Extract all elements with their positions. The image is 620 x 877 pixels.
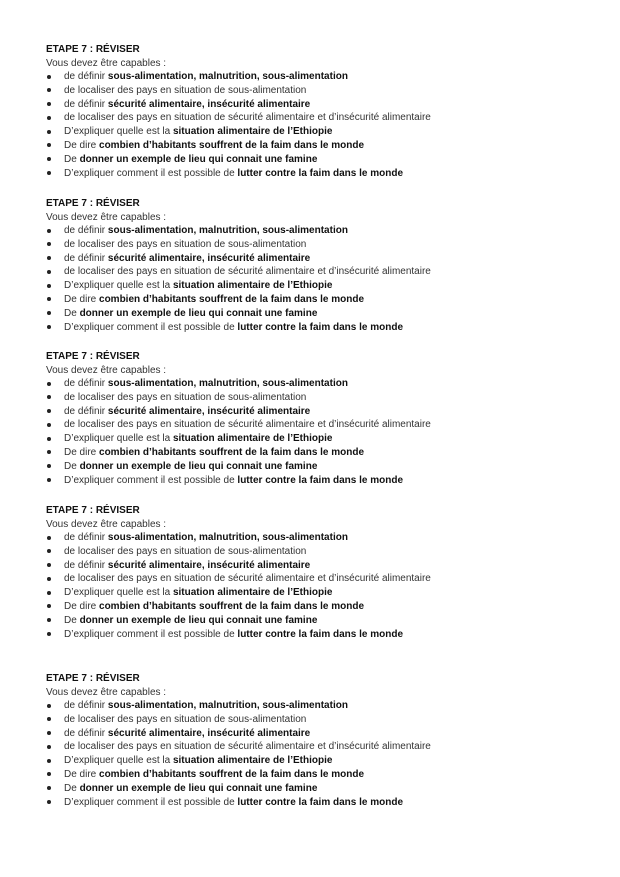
list-item — [46, 628, 606, 642]
bullet-icon — [47, 731, 51, 735]
block-intro: Vous devez être capables : — [46, 212, 167, 223]
item-keyword: combien d’habitants souffrent de la faim dans le monde — [99, 446, 365, 458]
list-item — [46, 321, 606, 335]
item-keyword: situation alimentaire de l’Ethiopie — [172, 280, 333, 292]
item-keyword: lutter contre la faim dans le monde — [237, 474, 404, 486]
item-keyword: situation alimentaire de l’Ethiopie — [172, 587, 333, 599]
item-text: de définir — [64, 700, 108, 711]
list-item — [46, 572, 606, 586]
item-text: De — [64, 614, 80, 626]
bullet-icon — [47, 549, 51, 553]
bullet-icon — [47, 604, 51, 608]
list-item — [46, 224, 606, 238]
bullet-icon — [47, 116, 51, 120]
bullet-icon — [47, 270, 51, 274]
item-text: de définir — [64, 225, 108, 236]
item-keyword: sous-alimentation, malnutrition, sous-alimentation — [107, 378, 348, 389]
bullet-icon — [47, 171, 51, 175]
revision-block — [46, 43, 606, 180]
item-text: de définir — [64, 71, 108, 82]
item-keyword: sécurité alimentaire, insécurité alimentaire — [107, 727, 311, 739]
item-text: D’expliquer comment il est possible de — [64, 796, 238, 808]
bullet-icon — [47, 618, 51, 622]
item-text: de localiser des pays en situation de sécurité alimentaire et d’insécurité alimentaire — [64, 573, 431, 585]
block-title: ETAPE 7 : RÉVISER — [46, 44, 140, 55]
list-item — [46, 614, 606, 628]
item-keyword: donner un exemple de lieu qui connait une famine — [79, 460, 318, 472]
item-text: de localiser des pays en situation de sous-alimentation — [64, 84, 307, 96]
item-text: de définir — [64, 405, 108, 417]
item-text: de localiser des pays en situation de sécurité alimentaire et d’insécurité alimentaire — [64, 266, 431, 278]
item-text: de localiser des pays en situation de sécurité alimentaire et d’insécurité alimentaire — [64, 419, 431, 431]
block-intro: Vous devez être capables : — [46, 687, 167, 698]
item-keyword: sécurité alimentaire, insécurité alimentaire — [107, 252, 311, 264]
bullet-icon — [47, 464, 51, 468]
item-text: De — [64, 782, 80, 794]
list-item — [46, 418, 606, 432]
item-keyword: sous-alimentation, malnutrition, sous-alimentation — [107, 700, 348, 711]
item-text: de définir — [64, 532, 108, 543]
item-text: de localiser des pays en situation de sous-alimentation — [64, 238, 307, 250]
item-keyword: combien d’habitants souffrent de la faim dans le monde — [99, 768, 365, 780]
block-title: ETAPE 7 : RÉVISER — [46, 673, 140, 684]
bullet-icon — [47, 130, 51, 134]
item-keyword: situation alimentaire de l’Ethiopie — [172, 126, 333, 138]
item-text: de définir — [64, 98, 108, 110]
item-keyword: combien d’habitants souffrent de la faim dans le monde — [99, 600, 365, 612]
item-keyword: donner un exemple de lieu qui connait une famine — [79, 307, 318, 319]
block-title: ETAPE 7 : RÉVISER — [46, 505, 140, 516]
item-text: de localiser des pays en situation de sécurité alimentaire et d’insécurité alimentaire — [64, 112, 431, 124]
bullet-icon — [47, 311, 51, 315]
list-item — [46, 84, 606, 98]
list-item — [46, 586, 606, 600]
block-title: ETAPE 7 : RÉVISER — [46, 351, 140, 362]
item-text: de définir — [64, 559, 108, 571]
bullet-icon — [47, 745, 51, 749]
list-item — [46, 153, 606, 167]
item-text: De — [64, 307, 80, 319]
list-item — [46, 377, 606, 391]
list-item — [46, 531, 606, 545]
bullet-icon — [47, 759, 51, 763]
list-item — [46, 167, 606, 181]
list-item — [46, 139, 606, 153]
bullet-icon — [47, 563, 51, 567]
list-item — [46, 768, 606, 782]
bullet-icon — [47, 717, 51, 721]
item-keyword: combien d’habitants souffrent de la faim dans le monde — [99, 139, 365, 151]
item-keyword: donner un exemple de lieu qui connait une famine — [79, 614, 318, 626]
item-text: D’expliquer comment il est possible de — [64, 628, 238, 640]
objectives-list — [46, 377, 606, 487]
list-item — [46, 252, 606, 266]
item-text: de localiser des pays en situation de sécurité alimentaire et d’insécurité alimentaire — [64, 741, 431, 753]
item-keyword: situation alimentaire de l’Ethiopie — [172, 755, 333, 767]
item-keyword: sous-alimentation, malnutrition, sous-alimentation — [107, 225, 348, 236]
item-keyword: sous-alimentation, malnutrition, sous-alimentation — [107, 71, 348, 82]
block-intro: Vous devez être capables : — [46, 365, 167, 376]
list-item — [46, 600, 606, 614]
item-text: De dire — [64, 139, 100, 151]
revision-block — [46, 197, 606, 334]
list-item — [46, 740, 606, 754]
block-title: ETAPE 7 : RÉVISER — [46, 198, 140, 209]
bullet-icon — [47, 229, 51, 233]
item-text: De — [64, 153, 80, 165]
list-item — [46, 713, 606, 727]
item-text: D’expliquer quelle est la — [64, 755, 173, 767]
bullet-icon — [47, 256, 51, 260]
item-keyword: sécurité alimentaire, insécurité alimentaire — [107, 405, 311, 417]
revision-block — [46, 350, 606, 487]
list-item — [46, 265, 606, 279]
bullet-icon — [47, 102, 51, 106]
bullet-icon — [47, 536, 51, 540]
bullet-icon — [47, 297, 51, 301]
bullet-icon — [47, 395, 51, 399]
item-keyword: situation alimentaire de l’Ethiopie — [172, 433, 333, 445]
revision-block — [46, 504, 606, 641]
list-item — [46, 307, 606, 321]
bullet-icon — [47, 423, 51, 427]
bullet-icon — [47, 242, 51, 246]
bullet-icon — [47, 437, 51, 441]
objectives-list — [46, 70, 606, 180]
item-text: D’expliquer quelle est la — [64, 126, 173, 138]
bullet-icon — [47, 478, 51, 482]
bullet-icon — [47, 704, 51, 708]
item-text: de localiser des pays en situation de sous-alimentation — [64, 713, 307, 725]
item-text: De dire — [64, 768, 100, 780]
objectives-list — [46, 531, 606, 641]
list-item — [46, 446, 606, 460]
revision-block — [46, 672, 606, 809]
bullet-icon — [47, 284, 51, 288]
bullet-icon — [47, 577, 51, 581]
list-item — [46, 70, 606, 84]
item-text: D’expliquer quelle est la — [64, 280, 173, 292]
objectives-list — [46, 699, 606, 809]
item-keyword: sous-alimentation, malnutrition, sous-alimentation — [107, 532, 348, 543]
bullet-icon — [47, 157, 51, 161]
item-keyword: donner un exemple de lieu qui connait une famine — [79, 153, 318, 165]
item-text: de localiser des pays en situation de sous-alimentation — [64, 545, 307, 557]
list-item — [46, 699, 606, 713]
item-text: de définir — [64, 727, 108, 739]
item-text: D’expliquer comment il est possible de — [64, 167, 238, 179]
bullet-icon — [47, 591, 51, 595]
item-keyword: sécurité alimentaire, insécurité alimentaire — [107, 559, 311, 571]
block-intro: Vous devez être capables : — [46, 519, 167, 530]
bullet-icon — [47, 143, 51, 147]
list-item — [46, 111, 606, 125]
list-item — [46, 238, 606, 252]
bullet-icon — [47, 786, 51, 790]
item-text: de définir — [64, 252, 108, 264]
item-keyword: sécurité alimentaire, insécurité alimentaire — [107, 98, 311, 110]
list-item — [46, 405, 606, 419]
list-item — [46, 391, 606, 405]
list-item — [46, 559, 606, 573]
list-item — [46, 432, 606, 446]
list-item — [46, 545, 606, 559]
list-item — [46, 125, 606, 139]
bullet-icon — [47, 325, 51, 329]
item-text: D’expliquer quelle est la — [64, 433, 173, 445]
list-item — [46, 460, 606, 474]
list-item — [46, 98, 606, 112]
item-text: De dire — [64, 600, 100, 612]
item-keyword: lutter contre la faim dans le monde — [237, 321, 404, 333]
item-text: D’expliquer quelle est la — [64, 587, 173, 599]
block-intro: Vous devez être capables : — [46, 58, 167, 69]
bullet-icon — [47, 75, 51, 79]
objectives-list — [46, 224, 606, 334]
item-keyword: combien d’habitants souffrent de la faim dans le monde — [99, 293, 365, 305]
item-keyword: lutter contre la faim dans le monde — [237, 796, 404, 808]
item-text: De dire — [64, 293, 100, 305]
item-keyword: lutter contre la faim dans le monde — [237, 628, 404, 640]
list-item — [46, 782, 606, 796]
bullet-icon — [47, 450, 51, 454]
list-item — [46, 727, 606, 741]
item-text: de localiser des pays en situation de sous-alimentation — [64, 391, 307, 403]
bullet-icon — [47, 88, 51, 92]
item-text: D’expliquer comment il est possible de — [64, 474, 238, 486]
bullet-icon — [47, 772, 51, 776]
item-keyword: lutter contre la faim dans le monde — [237, 167, 404, 179]
item-text: de définir — [64, 378, 108, 389]
list-item — [46, 796, 606, 810]
list-item — [46, 474, 606, 488]
item-text: De dire — [64, 446, 100, 458]
bullet-icon — [47, 409, 51, 413]
bullet-icon — [47, 800, 51, 804]
list-item — [46, 293, 606, 307]
item-keyword: donner un exemple de lieu qui connait une famine — [79, 782, 318, 794]
list-item — [46, 279, 606, 293]
bullet-icon — [47, 632, 51, 636]
item-text: De — [64, 460, 80, 472]
item-text: D’expliquer comment il est possible de — [64, 321, 238, 333]
bullet-icon — [47, 382, 51, 386]
list-item — [46, 754, 606, 768]
